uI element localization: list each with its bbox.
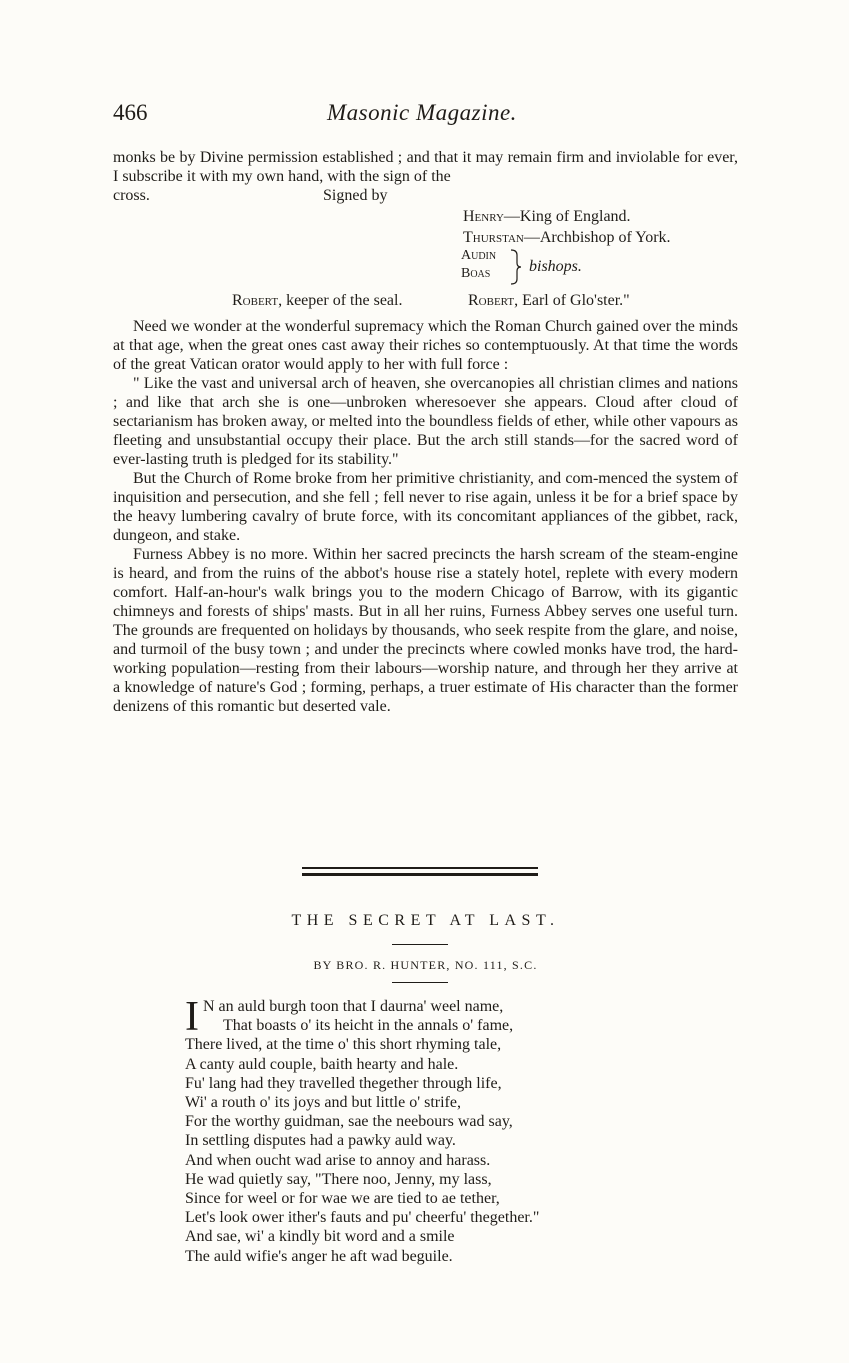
poem-line: Since for weel or for wae we are tied to ae tether, [185,1190,500,1208]
poem-line: Fu' lang had they travelled thegether through life, [185,1074,502,1092]
poem-line: In settling disputes had a pawky auld way. [185,1132,456,1150]
page-header [113,100,738,132]
signatory-robert-earl [468,290,630,311]
signatory-audin: Audin [461,248,497,263]
paragraph: " Like the vast and universal arch of heaven, she overcanopies all christian climes and nations ; and like that arch she is one—unbroken wheresoever she appears. Cloud after cloud of sectarianism has broken away, or melted into the boundless fields of ether, while other vapours as fleeting and unsubstantial occupy their place. But the arch still stands—for the sacred word of ever-lasting truth is pledged for its stability." [113,375,738,468]
poem-line: The auld wifie's anger he aft wad beguile. [185,1247,453,1265]
poem-line: N an auld burgh toon that I daurna' weel name, [203,998,504,1015]
opening-paragraph: monks be by Divine permission established ; and that it may remain firm and inviolable for ever, I subscribe it with my own hand, with the sign of the [113,149,738,185]
poem-line: Let's look ower ither's fauts and pu' cheerfu' thegether." [185,1209,540,1227]
byline-rule [392,982,448,983]
poem-line: And when oucht wad arise to annoy and harass. [185,1151,491,1169]
bishops-label: bishops. [529,258,582,275]
signatory-title: , keeper of the seal. [278,292,403,309]
signatory-name: Robert [232,292,279,309]
signatory-name: Thurstan [463,229,524,246]
article-title: THE SECRET AT LAST. [291,912,560,929]
signatory-name: Robert [468,292,515,309]
paragraph: But the Church of Rome broke from her primitive christianity, and com-menced the system of inquisition and persecution, and she fell ; fell never to rise again, unless it be for a brief space by the heavy lumbering cavalry of brute force, with its concomitant appliances of the gibbet, rack, dungeon, and stake. [113,470,738,544]
poem-line: Wi' a routh o' its joys and but little o' strife, [185,1094,461,1112]
signatory-thurstan [463,227,671,248]
poem-line: A canty auld couple, baith hearty and hale. [185,1055,459,1073]
poem-line: That boasts o' its heicht in the annals o' fame, [223,1017,514,1035]
paragraph: Need we wonder at the wonderful supremacy which the Roman Church gained over the minds at that age, when the great ones cast away their riches so contemptuously. At that time the words of the great Vatican orator would apply to her with full force : [113,318,738,373]
brace-icon [509,249,523,285]
opening-text [113,148,738,186]
section-divider-top [302,867,538,869]
paragraph: Furness Abbey is no more. Within her sacred precincts the harsh scream of the steam-engine is heard, and from the ruins of the abbot's house rise a stately hotel, replete with every modern comfort. Half-an-hour's walk brings you to the modern Chicago of Barrow, with its gigantic chimneys and forests of ships' masts. But in all her ruins, Furness Abbey serves one useful turn. The grounds are frequented on holidays by thousands, who seek respite from the glare, and noise, and turmoil of the busy town ; and under the precincts where cowled monks have trod, the hard-working population—resting from their labours—worship nature, and through her they arrive at a knowledge of nature's God ; forming, perhaps, a truer estimate of His character than the former denizens of this romantic but deserted vale. [113,546,738,715]
poem-line: There lived, at the time o' this short rhyming tale, [185,1036,502,1054]
poem-line: For the worthy guidman, sae the neebours wad say, [185,1113,513,1131]
drop-cap: I [185,994,199,1040]
poem [185,994,705,1266]
signed-by: Signed by [323,187,388,204]
signatory-title: , Earl of Glo'ster." [514,292,630,309]
section-divider-bottom [302,873,538,876]
signatory-boas: Boas [461,266,491,281]
signatory-robert-keeper [232,290,402,311]
running-title: Masonic Magazine. [327,100,517,125]
signatory-title: —King of England. [503,208,631,225]
signatory-name: Henry [463,208,504,225]
article-byline: BY BRO. R. HUNTER, NO. 111, S.C. [313,958,538,972]
bishops-group [457,247,617,289]
page-number: 466 [113,100,148,125]
article-body [113,317,738,716]
signatory-title: —Archbishop of York. [523,229,671,246]
poem-line: He wad quietly say, "There noo, Jenny, my lass, [185,1170,492,1188]
signatory-henry [463,206,631,227]
title-rule [392,944,448,945]
poem-line: And sae, wi' a kindly bit word and a smile [185,1228,455,1246]
cross-word: cross. [113,187,150,204]
